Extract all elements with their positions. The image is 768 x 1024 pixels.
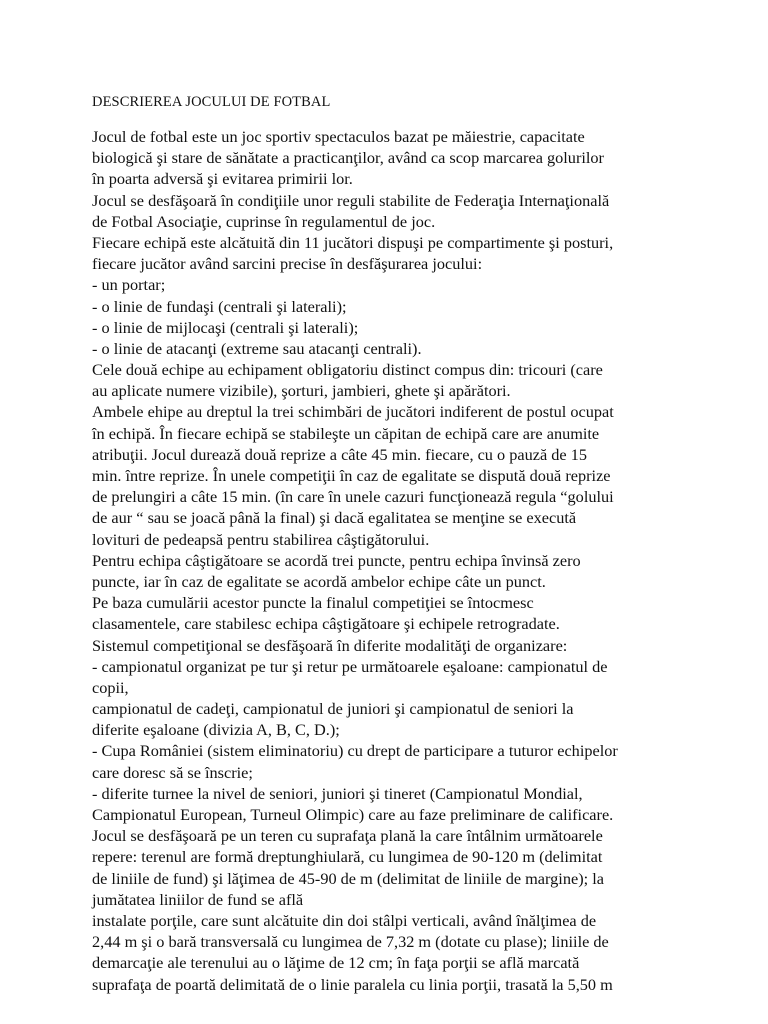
text-line: fiecare jucător având sarcini precise în desfăşurarea jocului:: [92, 254, 483, 274]
text-line: - un portar;: [92, 275, 166, 295]
text-line: atribuţii. Jocul durează două reprize a câte 45 min. fiecare, cu o pauză de 15: [92, 444, 587, 464]
text-line: Jocul de fotbal este un joc sportiv spectaculos bazat pe măiestrie, capacitate: [92, 127, 585, 146]
text-line: copii,: [92, 677, 129, 697]
text-line: biologică şi stare de sănătate a practicanţilor, având ca scop marcarea golurilor: [92, 148, 604, 168]
text-line: Pe baza cumulării acestor puncte la finalul competiţiei se întocmesc: [92, 593, 534, 613]
text-line: puncte, iar în caz de egalitate se acordă ambelor echipe câte un punct.: [92, 571, 546, 591]
text-line: de prelungiri a câte 15 min. (în care în unele cazuri funcţionează regula “golului: [92, 487, 614, 507]
text-line: de liniile de fund) şi lăţimea de 45-90 de m (delimitat de liniile de margine); la: [92, 868, 604, 888]
text-line: Fiecare echipă este alcătuită din 11 jucători dispuşi pe compartimente şi posturi,: [92, 232, 614, 252]
document-body: [92, 126, 712, 995]
text-line: - o linie de atacanţi (extreme sau atacanţi centrali).: [92, 338, 422, 358]
text-line: - diferite turnee la nivel de seniori, juniori şi tineret (Campionatul Mondial,: [92, 783, 583, 803]
text-line: suprafaţa de poartă delimitată de o linie paralela cu linia porţii, trasată la 5,50 m: [92, 974, 613, 994]
text-line: min. între reprize. În unele competiţii în caz de egalitate se dispută două reprize: [92, 466, 611, 485]
text-line: Sistemul competiţional se desfăşoară în diferite modalităţi de organizare:: [92, 635, 568, 655]
text-line: campionatul de cadeţi, campionatul de juniori şi campionatul de seniori la: [92, 699, 574, 719]
text-line: Jocul se desfăşoară pe un teren cu suprafaţa plană la care întâlnim următoarele: [92, 826, 603, 846]
text-line: - campionatul organizat pe tur şi retur pe următoarele eşaloane: campionatul de: [92, 656, 608, 676]
text-line: în poarta adversă şi evitarea primirii lor.: [92, 169, 353, 189]
text-line: clasamentele, care stabilesc echipa câştigătoare şi echipele retrogradate.: [92, 614, 560, 634]
text-line: în echipă. În fiecare echipă se stabileşte un căpitan de echipă care are anumite: [92, 423, 600, 443]
text-line: demarcaţie ale terenului au o lăţime de 12 cm; în faţa porţii se află marcată: [92, 953, 580, 973]
text-line: Jocul se desfăşoară în condiţiile unor reguli stabilite de Federaţia Internaţională: [92, 190, 610, 210]
text-line: diferite eşaloane (divizia A, B, C, D.);: [92, 720, 340, 740]
text-line: Cele două echipe au echipament obligatoriu distinct compus din: tricouri (care: [92, 360, 603, 380]
text-line: Ambele ehipe au dreptul la trei schimbări de jucători indiferent de postul ocupat: [92, 402, 614, 422]
page-title: DESCRIEREA JOCULUI DE FOTBAL: [92, 94, 331, 110]
text-line: lovituri de pedeapsă pentru stabilirea câştigătorului.: [92, 529, 430, 549]
text-line: de Fotbal Asociaţie, cuprinse în regulamentul de joc.: [92, 211, 436, 231]
text-line: Pentru echipa câştigătoare se acordă trei puncte, pentru echipa învinsă zero: [92, 550, 581, 570]
text-line: instalate porţile, care sunt alcătuite din doi stâlpi verticali, având înălţimea de: [92, 910, 597, 930]
text-line: repere: terenul are formă dreptunghiulară, cu lungimea de 90-120 m (delimitat: [92, 847, 603, 867]
text-line: au aplicate numere vizibile), şorturi, jambieri, ghete şi apărători.: [92, 381, 511, 401]
text-line: - o linie de mijlocaşi (centrali şi laterali);: [92, 317, 359, 337]
text-line: de aur “ sau se joacă până la final) şi dacă egalitatea se menţine se execută: [92, 508, 577, 528]
text-line: Campionatul European, Turneul Olimpic) care au faze preliminare de calificare.: [92, 805, 614, 824]
text-line: care doresc să se înscrie;: [92, 762, 253, 782]
text-line: - o linie de fundaşi (centrali şi laterali);: [92, 296, 347, 316]
text-line: jumătatea liniilor de fund se află: [92, 889, 304, 909]
text-line: - Cupa României (sistem eliminatoriu) cu drept de participare a tuturor echipelor: [92, 741, 618, 761]
text-line: 2,44 m şi o bară transversală cu lungimea de 7,32 m (dotate cu plase); liniile de: [92, 932, 609, 952]
